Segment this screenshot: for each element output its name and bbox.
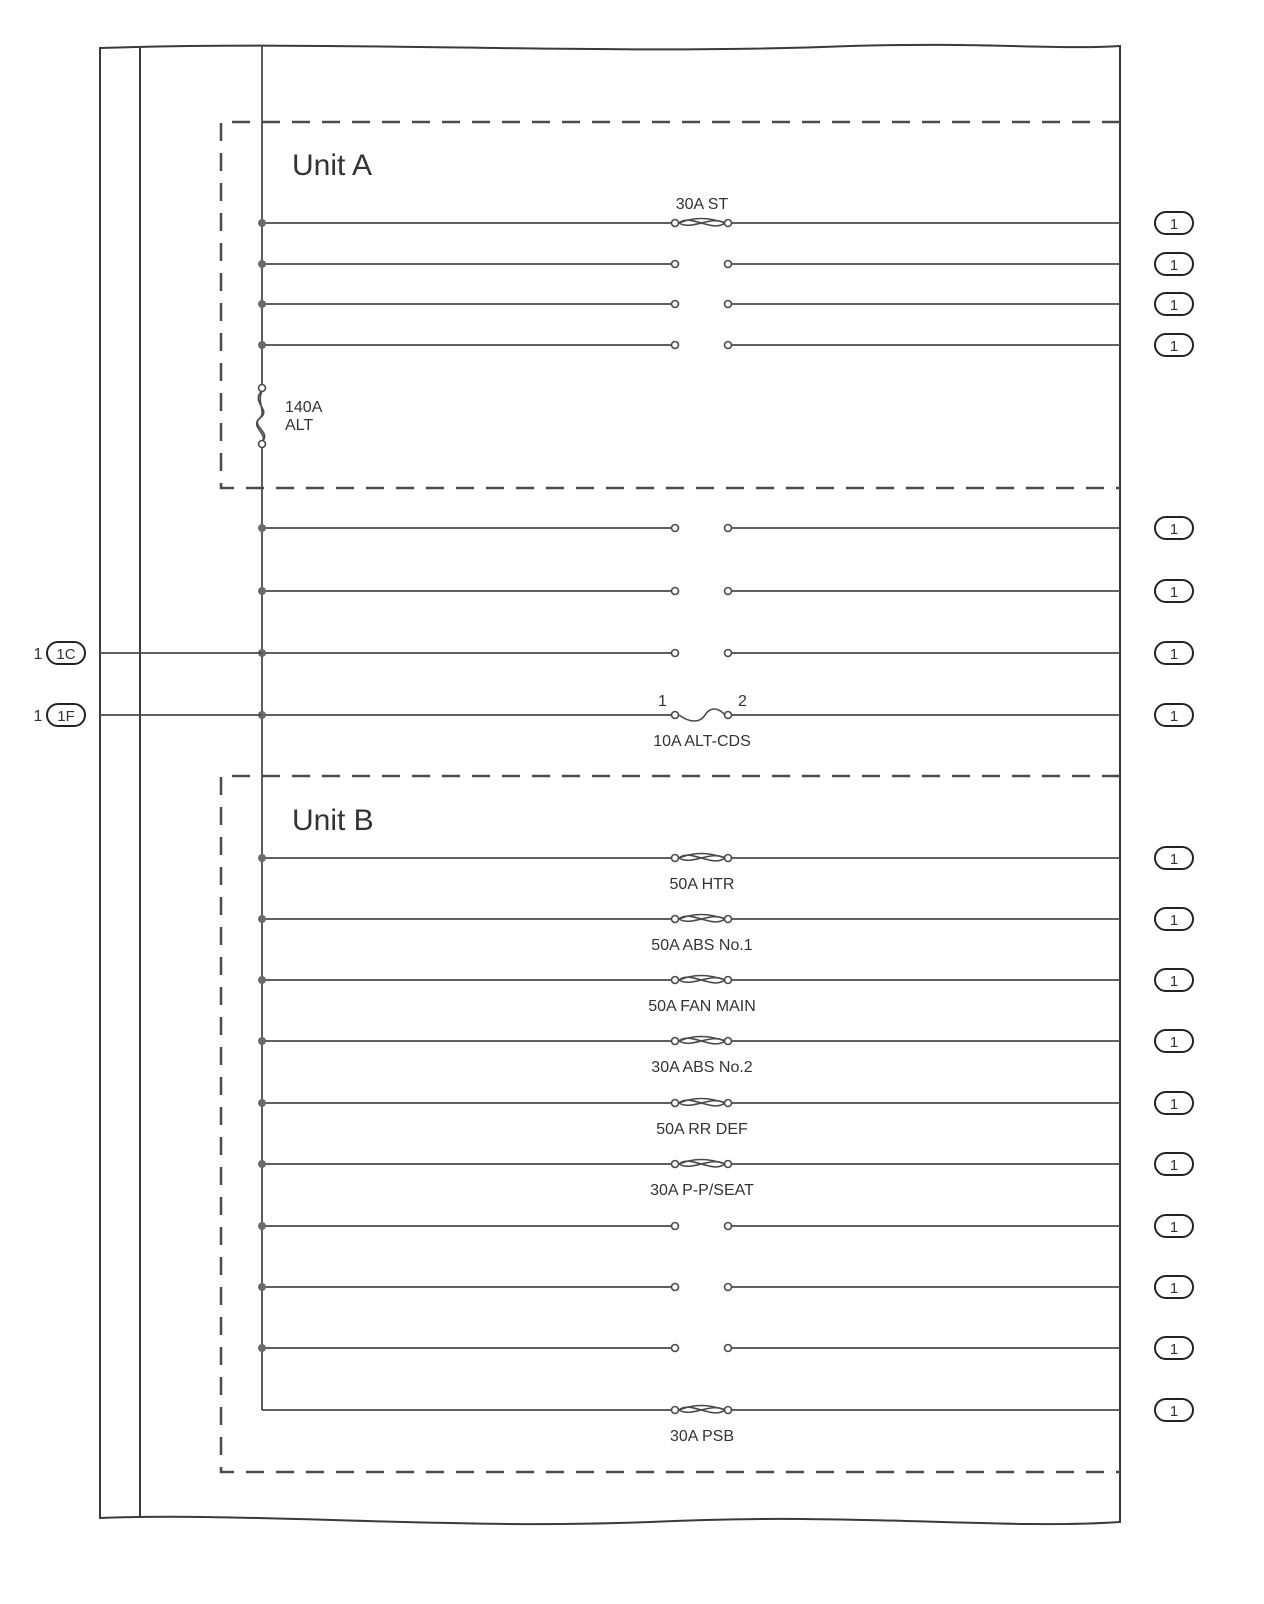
junction-dot — [258, 1099, 266, 1107]
connector-badge-label: 1 — [1169, 338, 1179, 355]
connector-badge-label: 1 — [1169, 1403, 1179, 1420]
branch-line — [258, 1030, 1193, 1076]
fuse-terminal — [672, 525, 679, 532]
fuse-terminal — [725, 855, 732, 862]
branch-line — [258, 1337, 1193, 1359]
fuse-label: 50A HTR — [669, 876, 735, 893]
fuse-terminal — [725, 525, 732, 532]
fuse-terminal — [725, 588, 732, 595]
branch-line — [258, 1215, 1193, 1237]
branch-line — [34, 693, 1193, 750]
connector-badge-label: 1 — [1169, 1280, 1179, 1297]
junction-dot — [258, 260, 266, 268]
fuse-label: 50A FAN MAIN — [648, 998, 756, 1015]
connector-badge-label: 1 — [1169, 1341, 1179, 1358]
junction-dot — [258, 1160, 266, 1168]
main-fuse-140a-alt — [257, 385, 323, 448]
fuse-terminal — [725, 650, 732, 657]
junction-dot — [258, 1344, 266, 1352]
fuse-terminal — [725, 712, 732, 719]
fuse-label: 50A ABS No.1 — [651, 937, 753, 954]
left-ref-pin: 1 — [33, 708, 43, 725]
fuse-label: 30A ABS No.2 — [651, 1059, 753, 1076]
fuse-terminal — [672, 342, 679, 349]
fuse-terminal — [672, 855, 679, 862]
fuse-terminal — [672, 220, 679, 227]
branch-line — [258, 1092, 1193, 1138]
fuse-terminal — [672, 1038, 679, 1045]
fuse-label: 30A ST — [675, 196, 729, 213]
fuse-terminal — [672, 1161, 679, 1168]
connector-badge-label: 1 — [1169, 521, 1179, 538]
junction-dot — [258, 915, 266, 923]
connector-badge-label: 1 — [1169, 1034, 1179, 1051]
connector-badge-label: 1 — [1169, 1157, 1179, 1174]
fuse-pin-out-label: 2 — [738, 693, 747, 710]
fuse-terminal — [672, 301, 679, 308]
fuse-terminal — [672, 712, 679, 719]
branch-line — [262, 1399, 1193, 1445]
connector-badge-label: 1 — [1169, 216, 1179, 233]
fuse-link — [679, 709, 725, 721]
branch-line — [258, 908, 1193, 954]
junction-dot — [258, 219, 266, 227]
fuse-terminal — [725, 1407, 732, 1414]
branch-line — [258, 847, 1193, 893]
junction-dot — [258, 1037, 266, 1045]
fuse-terminal — [672, 261, 679, 268]
connector-badge-label: 1 — [1169, 646, 1179, 663]
connector-badge-label: 1 — [1169, 1096, 1179, 1113]
junction-dot — [258, 341, 266, 349]
connector-badge-label: 1 — [1169, 973, 1179, 990]
fuse-terminal — [725, 220, 732, 227]
fuse-terminal — [725, 1100, 732, 1107]
fuse-terminal — [672, 1223, 679, 1230]
branch-line — [258, 580, 1193, 602]
connector-badge-label: 1 — [1169, 851, 1179, 868]
fuse-terminal — [672, 1407, 679, 1414]
fuse-terminal — [725, 977, 732, 984]
connector-badge-label: 1 — [1169, 912, 1179, 929]
fuse-terminal — [672, 1100, 679, 1107]
fuse-branches — [34, 196, 1193, 1445]
connector-badge-label: 1 — [1169, 297, 1179, 314]
fuse-label: 30A P-P/SEAT — [650, 1182, 754, 1199]
fuse-pin-in-label: 1 — [658, 693, 667, 710]
branch-line — [258, 253, 1193, 275]
fuse-terminal — [725, 342, 732, 349]
fuse-label: 10A ALT-CDS — [653, 733, 751, 750]
branch-line — [34, 642, 1193, 664]
connector-badge-label: 1 — [1169, 257, 1179, 274]
junction-dot — [258, 1283, 266, 1291]
page-frame — [100, 45, 1120, 1524]
left-ref-badge-label: 1F — [57, 708, 75, 725]
unit-a-title: Unit A — [292, 149, 373, 182]
connector-badge-label: 1 — [1169, 584, 1179, 601]
connector-badge-label: 1 — [1169, 1219, 1179, 1236]
fuse-terminal — [672, 1284, 679, 1291]
fuse-terminal — [672, 977, 679, 984]
branch-line — [258, 1153, 1193, 1199]
fuse-terminal — [672, 916, 679, 923]
unit-b-title: Unit B — [292, 804, 374, 837]
branch-line — [258, 969, 1193, 1015]
fuse-terminal — [725, 916, 732, 923]
junction-dot — [258, 976, 266, 984]
fuse-label: 30A PSB — [669, 1428, 735, 1445]
junction-dot — [258, 854, 266, 862]
left-ref-badge-label: 1C — [56, 646, 76, 663]
fuse-terminal — [725, 1161, 732, 1168]
branch-line — [258, 334, 1193, 356]
junction-dot — [258, 1222, 266, 1230]
fuse-terminal — [725, 1345, 732, 1352]
fuse-label: 50A RR DEF — [656, 1121, 748, 1138]
branch-line — [258, 1276, 1193, 1298]
branch-line — [258, 517, 1193, 539]
main-fuse-amp-label: 140A — [285, 399, 323, 416]
fuse-terminal — [725, 1038, 732, 1045]
fuse-terminal — [725, 301, 732, 308]
junction-dot — [258, 524, 266, 532]
fuse-terminal — [672, 650, 679, 657]
connector-badge-label: 1 — [1169, 708, 1179, 725]
branch-line — [258, 293, 1193, 315]
fuse-terminal — [725, 261, 732, 268]
main-fuse-name-label: ALT — [285, 417, 314, 434]
branch-line — [258, 196, 1193, 234]
fuse-terminal — [725, 1223, 732, 1230]
junction-dot — [258, 587, 266, 595]
fuse-terminal — [725, 1284, 732, 1291]
fuse-terminal — [672, 1345, 679, 1352]
left-ref-pin: 1 — [33, 646, 43, 663]
junction-dot — [258, 300, 266, 308]
fuse-terminal — [672, 588, 679, 595]
